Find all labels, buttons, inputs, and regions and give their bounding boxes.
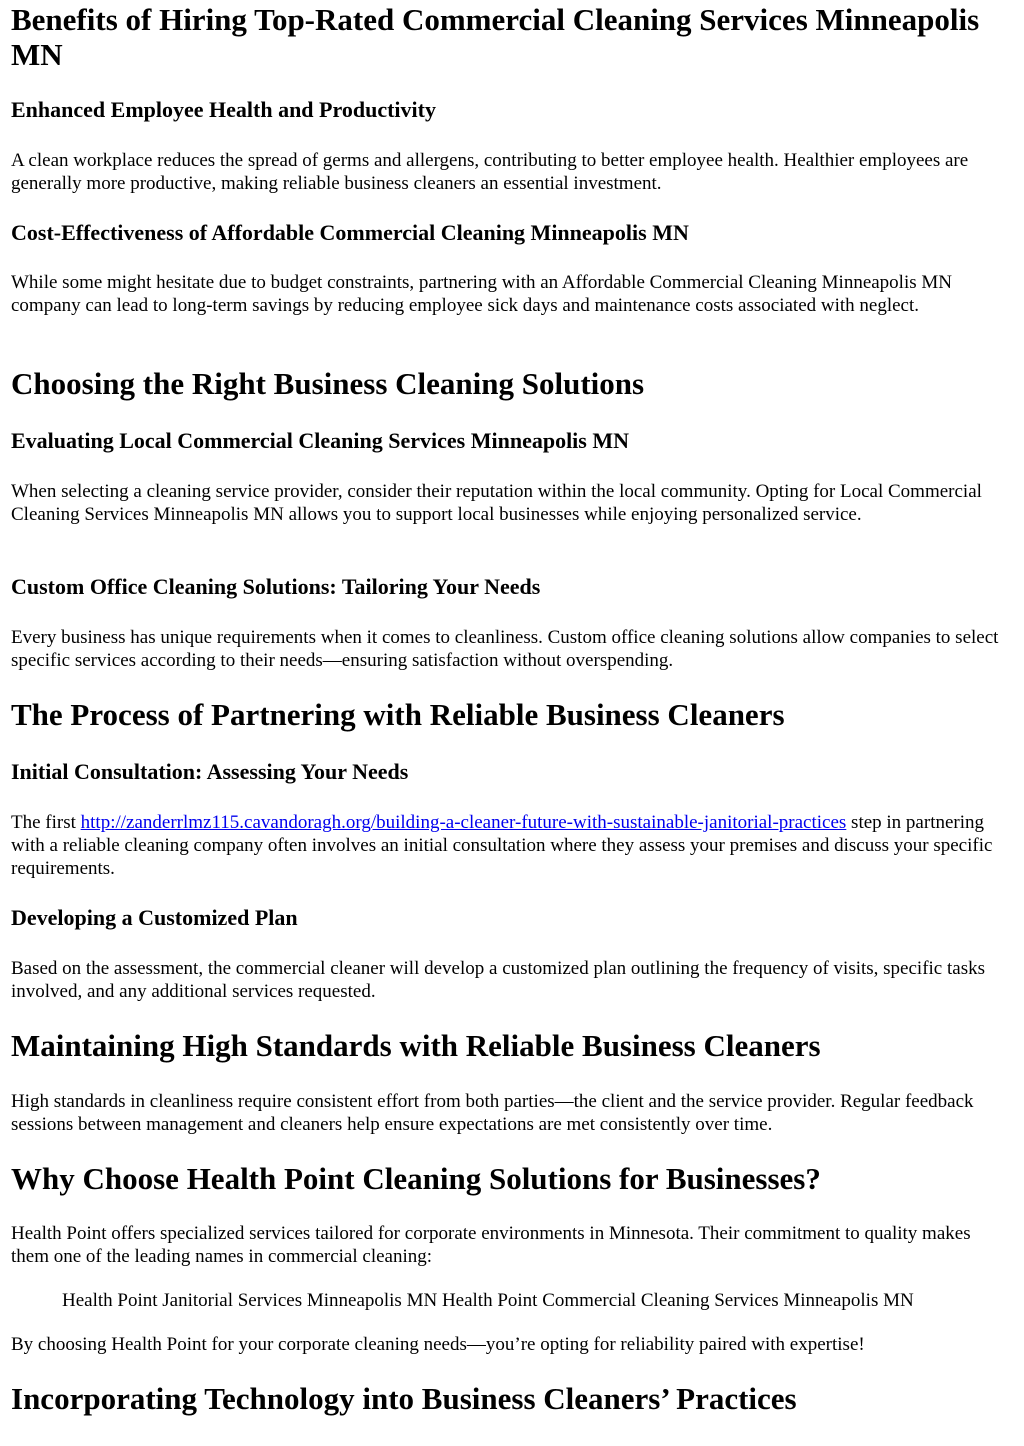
paragraph-consultation bbox=[11, 811, 1011, 880]
section-heading-choosing: Choosing the Right Business Cleaning Solutions bbox=[11, 366, 645, 401]
section-heading-process: The Process of Partnering with Reliable Business Cleaners bbox=[11, 697, 785, 732]
paragraph-health-point-intro: Health Point offers specialized services tailored for corporate environments in Minnesota. Their commitment to quality makes them one of the leading names in commercial cleaning: bbox=[11, 1223, 971, 1267]
paragraph-cost: While some might hesitate due to budget constraints, partnering with an Affordable Commercial Cleaning Minneapolis MN company can lead to long-term savings by reducing employee sick days and maintenance costs associated with neglect. bbox=[11, 272, 953, 316]
paragraph-plan: Based on the assessment, the commercial cleaner will develop a customized plan outlining the frequency of visits, specific tasks involved, and any additional services requested. bbox=[11, 958, 985, 1002]
consultation-text-before: The first bbox=[11, 812, 81, 833]
paragraph-health-point-closing: By choosing Health Point for your corporate cleaning needs—you’re opting for reliability paired with expertise! bbox=[11, 1334, 865, 1355]
subheading-consultation: Initial Consultation: Assessing Your Needs bbox=[11, 759, 409, 784]
subheading-custom: Custom Office Cleaning Solutions: Tailoring Your Needs bbox=[11, 574, 541, 599]
consultation-text-after: step in partnering with a reliable cleaning company often involves an initial consultation where they assess your premises and discuss your specific requirements. bbox=[11, 812, 993, 879]
subheading-health: Enhanced Employee Health and Productivity bbox=[11, 97, 436, 122]
subheading-cost: Cost-Effectiveness of Affordable Commercial Cleaning Minneapolis MN bbox=[11, 220, 689, 245]
section-heading-standards: Maintaining High Standards with Reliable Business Cleaners bbox=[11, 1028, 821, 1063]
paragraph-local: When selecting a cleaning service provider, consider their reputation within the local community. Opting for Local Commercial Cleaning Services Minneapolis MN allows you to support local businesses while enjoying personalized service. bbox=[11, 481, 982, 525]
section-heading-health-point: Why Choose Health Point Cleaning Solutions for Businesses? bbox=[11, 1161, 821, 1196]
section-heading-benefits: Benefits of Hiring Top-Rated Commercial Cleaning Services Minneapolis MN bbox=[11, 2, 980, 72]
health-point-services-list: Health Point Janitorial Services Minneapolis MN Health Point Commercial Cleaning Services Minneapolis MN bbox=[62, 1290, 914, 1311]
consultation-link[interactable]: http://zanderrlmz115.cavandoragh.org/building-a-cleaner-future-with-sustainable-janitorial-practices bbox=[80, 812, 847, 833]
section-heading-technology: Incorporating Technology into Business Cleaners’ Practices bbox=[11, 1381, 797, 1416]
subheading-plan: Developing a Customized Plan bbox=[11, 905, 298, 930]
paragraph-custom: Every business has unique requirements when it comes to cleanliness. Custom office cleaning solutions allow companies to select specific services according to their needs—ensuring satisfaction without overspending. bbox=[11, 627, 999, 671]
paragraph-health: A clean workplace reduces the spread of germs and allergens, contributing to better employee health. Healthier employees are generally more productive, making reliable business cleaners an essential investment. bbox=[11, 150, 969, 194]
subheading-local: Evaluating Local Commercial Cleaning Services Minneapolis MN bbox=[11, 428, 630, 453]
paragraph-standards: High standards in cleanliness require consistent effort from both parties—the client and the service provider. Regular feedback sessions between management and cleaners help ensure expectations are met consistently over time. bbox=[11, 1091, 974, 1135]
